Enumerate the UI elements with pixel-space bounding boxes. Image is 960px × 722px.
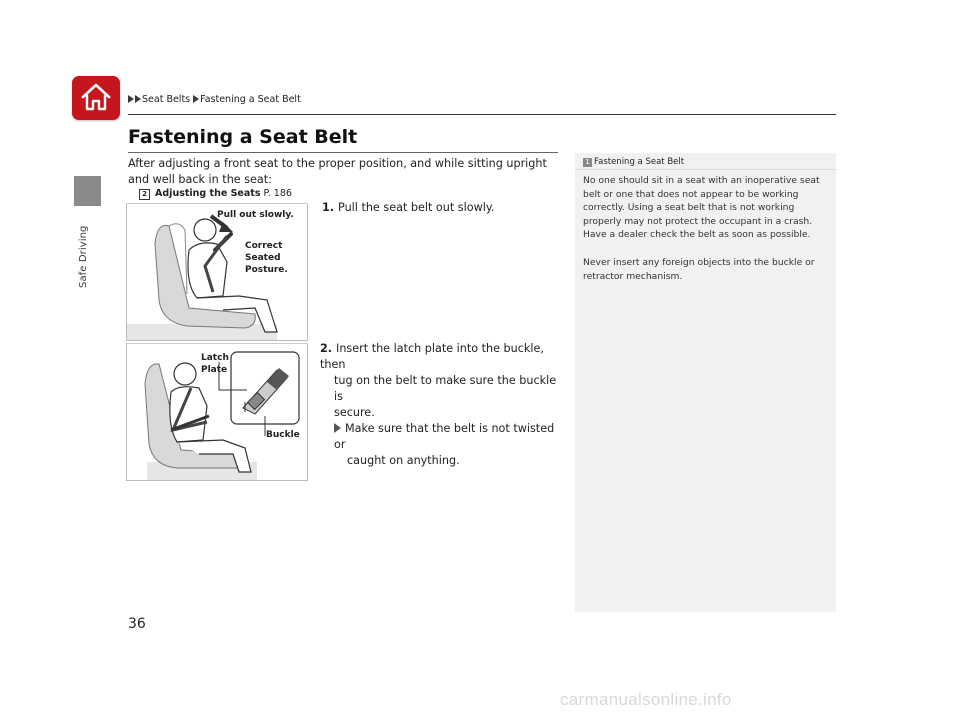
page-number: 36 [128, 616, 146, 632]
watermark: carmanualsonline.info [560, 690, 732, 709]
substep-text-line: Make sure that the belt is not twisted or [334, 422, 555, 451]
breadcrumb-item-current: Fastening a Seat Belt [200, 94, 301, 105]
step-text-line: tug on the belt to make sure the buckle is [334, 374, 557, 403]
substep-text-line: caught on anything. [347, 454, 460, 467]
label-pull-out-slowly: Pull out slowly. [217, 210, 294, 220]
section-tab [74, 176, 101, 206]
page-title: Fastening a Seat Belt [128, 126, 358, 148]
breadcrumb-arrow-icon [135, 95, 141, 103]
cross-reference-link[interactable] [139, 188, 292, 200]
xref-page: P. 186 [263, 188, 292, 199]
section-label: Safe Driving [78, 226, 89, 289]
label-correct: Correct [245, 241, 283, 251]
reference-icon: 2 [139, 189, 150, 200]
figure-insert-latch [126, 343, 308, 481]
note-divider [575, 169, 836, 170]
home-button[interactable] [72, 76, 120, 120]
step-text-line: Insert the latch plate into the buckle, then [320, 342, 544, 371]
step-number: 2. [320, 342, 333, 355]
breadcrumb-arrow-icon [128, 95, 134, 103]
xref-link-text[interactable]: Adjusting the Seats [155, 188, 261, 199]
label-buckle: Buckle [266, 430, 300, 440]
note-marker-icon: 1 [583, 158, 592, 167]
step-1 [322, 200, 562, 216]
step-text-line: secure. [334, 406, 375, 419]
note-paragraph: Never insert any foreign objects into the buckle or retractor mechanism. [583, 257, 815, 282]
note-panel [575, 153, 836, 612]
step-number: 1. [322, 201, 335, 214]
header-divider [128, 114, 836, 115]
breadcrumb [128, 94, 301, 105]
note-heading [583, 157, 684, 167]
step-text: Pull the seat belt out slowly. [338, 201, 495, 214]
label-posture: Posture. [245, 265, 288, 275]
title-divider [128, 152, 558, 153]
breadcrumb-arrow-icon [193, 95, 199, 103]
note-heading-text: Fastening a Seat Belt [594, 157, 685, 167]
intro-text: After adjusting a front seat to the proper position, and while sitting upright and well back in the seat: [128, 157, 547, 186]
figure-pull-belt [126, 203, 308, 341]
note-paragraph: No one should sit in a seat with an inoperative seat belt or one that does not appear to be working correctly. Using a seat belt that is not working properly may not protect the occupant in a crash. Have a dealer check the belt as soon as possible. [583, 175, 820, 241]
home-icon [80, 82, 112, 112]
substep-arrow-icon [334, 423, 341, 433]
label-latch: Latch [201, 353, 229, 363]
label-plate: Plate [201, 365, 228, 375]
step-2 [320, 341, 560, 469]
label-seated: Seated [245, 253, 281, 263]
breadcrumb-item-seat-belts[interactable]: Seat Belts [142, 94, 191, 105]
